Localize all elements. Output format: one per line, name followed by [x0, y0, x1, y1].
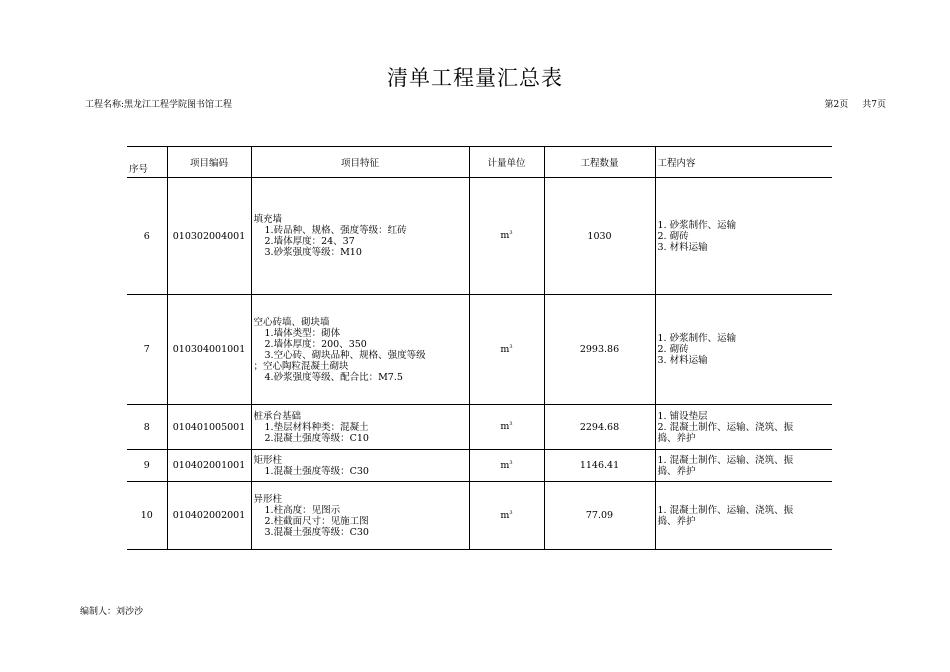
table-row — [127, 450, 832, 482]
row-code: 010401005001 — [167, 405, 251, 450]
feature-line: 2.柱截面尺寸：见施工图 — [264, 515, 369, 527]
content-line: 捣、养护 — [657, 515, 696, 527]
content-line: 捣、养护 — [657, 432, 696, 444]
row-unit — [469, 178, 544, 295]
feature-name: 桩承台基础 — [253, 410, 302, 422]
feature-line: 3.混凝土强度等级：C30 — [264, 526, 369, 538]
feature-line: 1.砖品种、规格、强度等级：红砖 — [264, 225, 407, 236]
quantity-table — [127, 146, 832, 550]
row-no: 9 — [127, 450, 167, 482]
unit-superscript: 3 — [509, 459, 513, 466]
row-no: 7 — [127, 295, 167, 405]
unit-superscript: 3 — [509, 421, 513, 428]
content-line: 2. 砌砖 — [657, 230, 689, 242]
row-content — [655, 178, 832, 295]
unit-superscript: 3 — [509, 230, 513, 237]
row-feature — [251, 482, 469, 550]
row-content — [655, 450, 832, 482]
feature-line: 1.墙体类型：砌体 — [264, 327, 341, 339]
row-code: 010402002001 — [167, 482, 251, 550]
feature-line: 4.砂浆强度等级、配合比：M7.5 — [264, 371, 403, 383]
content-line: 2. 混凝土制作、运输、浇筑、振 — [657, 421, 794, 433]
content-line: 1. 砂浆制作、运输 — [657, 333, 737, 344]
feature-line: 1.柱高度：见图示 — [264, 504, 341, 516]
row-unit — [469, 450, 544, 482]
header-qty: 工程数量 — [544, 147, 655, 178]
table-row — [127, 405, 832, 450]
unit-superscript: 3 — [509, 509, 513, 516]
feature-line: 3.空心砖、砌块品种、规格、强度等级 — [264, 349, 426, 361]
header-code: 项目编码 — [167, 147, 251, 178]
table-row — [127, 482, 832, 550]
feature-line: 2.墙体厚度：200、350 — [264, 338, 367, 350]
row-no: 8 — [127, 405, 167, 450]
row-unit — [469, 295, 544, 405]
page-total: 共7页 — [862, 100, 886, 110]
unit-text: m — [500, 510, 510, 522]
row-code: 010302004001 — [167, 178, 251, 295]
table-row — [127, 295, 832, 405]
project-name: 工程名称:黑龙江工程学院图书馆工程 — [85, 100, 233, 110]
row-no: 10 — [127, 482, 167, 550]
feature-name: 填充墙 — [253, 214, 283, 225]
header-feature: 项目特征 — [251, 147, 469, 178]
header-no: 序号 — [127, 147, 167, 178]
page-title: 清单工程量汇总表 — [387, 66, 563, 90]
row-unit — [469, 405, 544, 450]
page-current: 第2页 — [824, 100, 849, 110]
content-line: 1. 砂浆制作、运输 — [657, 219, 737, 231]
feature-name: 矩形柱 — [253, 454, 283, 466]
unit-text: m — [500, 460, 510, 472]
content-line: 1. 铺设垫层 — [657, 410, 708, 422]
row-no: 6 — [127, 178, 167, 295]
row-qty: 2294.68 — [544, 405, 655, 450]
content-line: 1. 混凝土制作、运输、浇筑、振 — [657, 504, 794, 516]
header-content: 工程内容 — [655, 147, 832, 178]
preparer: 编制人：刘沙沙 — [80, 607, 144, 617]
row-content — [655, 295, 832, 405]
header-unit: 计量单位 — [469, 147, 544, 178]
row-feature — [251, 405, 469, 450]
unit-text: m — [500, 230, 510, 242]
page-indicator — [825, 97, 886, 110]
row-feature — [251, 295, 469, 405]
table-header-row — [127, 147, 832, 178]
row-content — [655, 405, 832, 450]
feature-line: ；空心陶粒混凝土砌块 — [253, 360, 349, 372]
content-line: 2. 砌砖 — [657, 344, 689, 355]
feature-line: 2.混凝土强度等级：C10 — [264, 432, 369, 444]
feature-line: 3.砂浆强度等级：M10 — [264, 247, 362, 258]
row-feature — [251, 450, 469, 482]
unit-superscript: 3 — [509, 343, 513, 350]
row-code: 010304001001 — [167, 295, 251, 405]
unit-text: m — [500, 421, 510, 433]
row-content — [655, 482, 832, 550]
unit-text: m — [500, 344, 510, 356]
content-line: 1. 混凝土制作、运输、浇筑、振 — [657, 454, 794, 466]
content-line: 3. 材料运输 — [657, 241, 708, 253]
row-feature — [251, 178, 469, 295]
row-qty: 77.09 — [544, 482, 655, 550]
feature-name: 空心砖墙、砌块墙 — [253, 316, 330, 328]
content-line: 3. 材料运输 — [657, 355, 708, 366]
table-row — [127, 178, 832, 295]
row-qty: 1146.41 — [544, 450, 655, 482]
row-code: 010402001001 — [167, 450, 251, 482]
feature-name: 异形柱 — [253, 493, 283, 505]
row-qty: 2993.86 — [544, 295, 655, 405]
feature-line: 1.垫层材料种类：混凝土 — [264, 421, 369, 433]
row-qty: 1030 — [544, 178, 655, 295]
content-line: 捣、养护 — [657, 465, 696, 477]
feature-line: 1.混凝土强度等级：C30 — [264, 465, 369, 477]
feature-line: 2.墙体厚度：24、37 — [264, 236, 355, 247]
row-unit — [469, 482, 544, 550]
